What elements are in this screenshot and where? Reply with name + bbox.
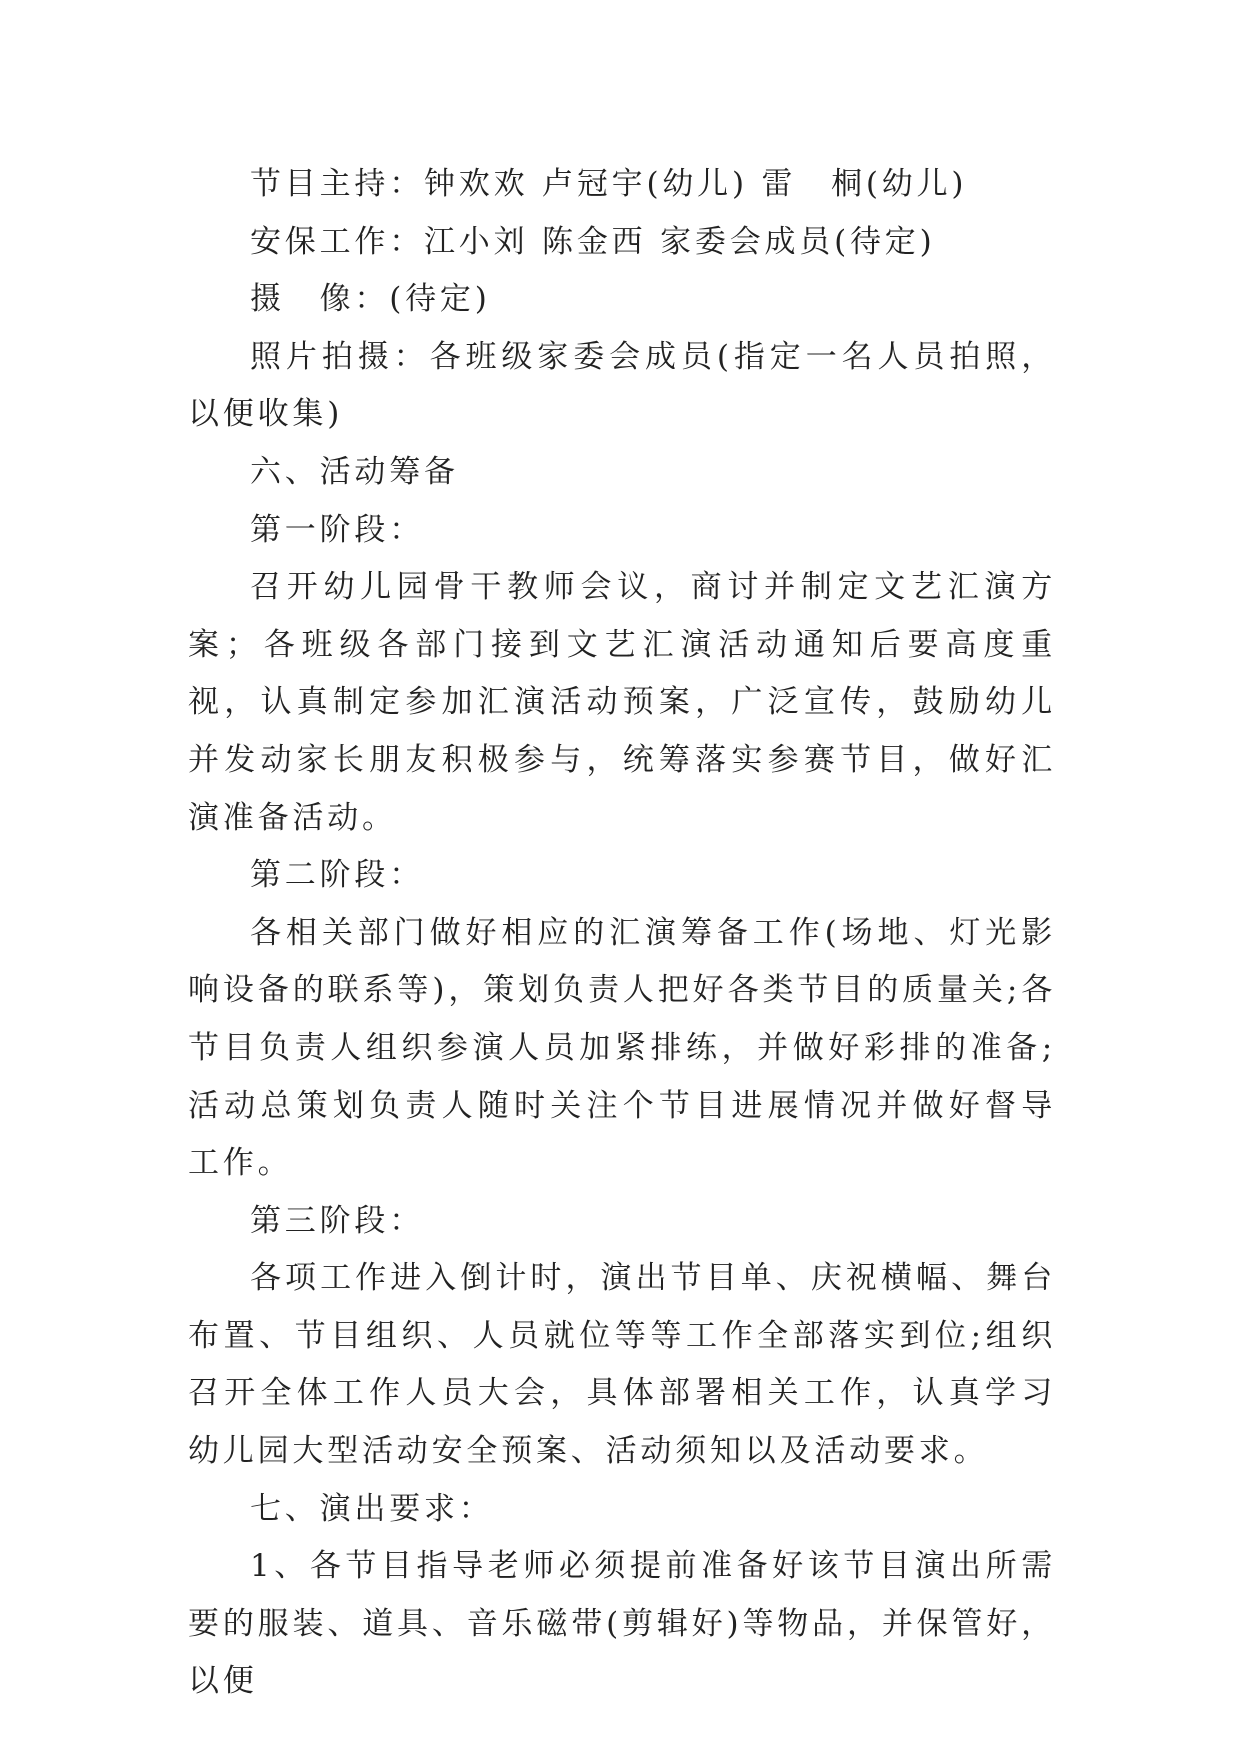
- stage-heading-2: 第二阶段：: [250, 857, 424, 894]
- paragraph-stage-3: 各项工作进入倒计时，演出节目单、庆祝横幅、舞台布置、节目组织、人员就位等等工作全部落实到位;组织召开全体工作人员大会，具体部署相关工作，认真学习幼儿园大型活动安全预案、活动须知以及活动要求。: [188, 1260, 1056, 1470]
- stage-heading-1: 第一阶段：: [250, 511, 424, 548]
- document-body: [188, 156, 1056, 1711]
- paragraph-security-staff: 安保工作：江小刘 陈金西 家委会成员(待定): [250, 223, 936, 260]
- paragraph-stage-1: 召开幼儿园骨干教师会议，商讨并制定文艺汇演方案；各班级各部门接到文艺汇演活动通知后要高度重视，认真制定参加汇演活动预案，广泛宣传，鼓励幼儿并发动家长朋友积极参与，统筹落实参赛节目，做好汇演准备活动。: [188, 569, 1056, 836]
- paragraph-stage-2: 各相关部门做好相应的汇演筹备工作(场地、灯光影响设备的联系等)，策划负责人把好各类节目的质量关;各节目负责人组织参演人员加紧排练，并做好彩排的准备;活动总策划负责人随时关注个节目进展情况并做好督导工作。: [188, 914, 1056, 1182]
- stage-heading-3: 第三阶段：: [250, 1202, 424, 1239]
- section-heading-preparation: 六、活动筹备: [250, 453, 459, 490]
- paragraph-video: 摄 像：(待定): [250, 281, 491, 318]
- paragraph-host-staff: 节目主持：钟欢欢 卢冠宇(幼儿) 雷 桐(幼儿): [250, 166, 968, 202]
- paragraph-requirement-1: 1、各节目指导老师必须提前准备好该节目演出所需要的服装、道具、音乐磁带(剪辑好)等物品，并保管好，以便: [188, 1548, 1056, 1700]
- section-heading-requirements: 七、演出要求：: [250, 1490, 494, 1527]
- paragraph-photography: 照片拍摄：各班级家委会成员(指定一名人员拍照，以便收集): [188, 338, 1056, 433]
